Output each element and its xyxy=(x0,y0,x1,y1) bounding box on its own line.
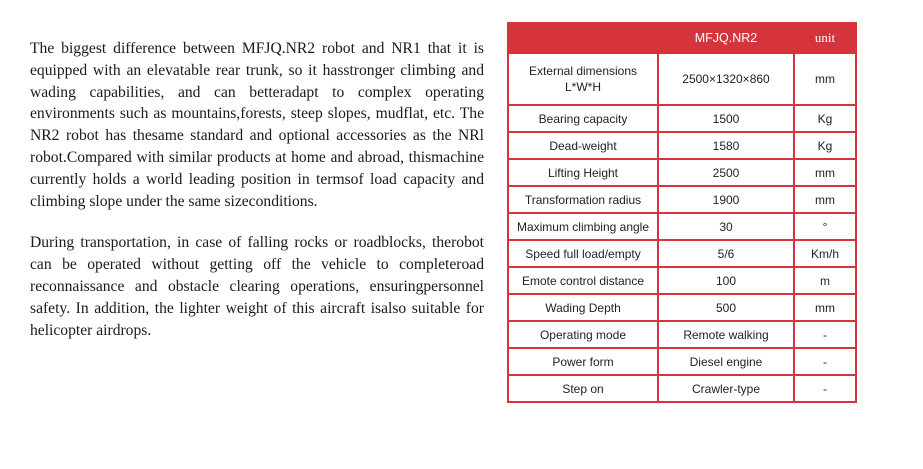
param-name: Transformation radius xyxy=(508,186,658,213)
header-unit: unit xyxy=(794,23,856,53)
param-unit: ° xyxy=(794,213,856,240)
header-model: MFJQ.NR2 xyxy=(658,23,794,53)
table-row xyxy=(508,213,856,240)
param-value: 1500 xyxy=(658,105,794,132)
param-unit: mm xyxy=(794,53,856,105)
table-row xyxy=(508,53,856,105)
param-value: Remote walking xyxy=(658,321,794,348)
param-value: 2500×1320×860 xyxy=(658,53,794,105)
param-name: Lifting Height xyxy=(508,159,658,186)
param-name: Wading Depth xyxy=(508,294,658,321)
table-row xyxy=(508,348,856,375)
param-unit: mm xyxy=(794,186,856,213)
description-text xyxy=(30,38,484,361)
param-value: Crawler-type xyxy=(658,375,794,402)
param-name: Operating mode xyxy=(508,321,658,348)
spec-table xyxy=(507,22,857,403)
table-row xyxy=(508,375,856,402)
paragraph-1: The biggest difference between MFJQ.NR2 robot and NR1 that it is equipped with an elevatable rear trunk, so it hasstronger climbing and wading capabilities, and can betteradapt to complex operating environments such as mountains,forests, steep slopes, mudflat, etc. The NR2 robot has thesame standard and optional accessories as the NRl robot.Compared with similar products at home and abroad, thismachine currently holds a world leading position in termsof load capacity and climbing slope under the same sizeconditions. xyxy=(30,40,484,210)
header-blank xyxy=(508,23,658,53)
param-name: Speed full load/empty xyxy=(508,240,658,267)
table-row xyxy=(508,321,856,348)
param-name: Dead-weight xyxy=(508,132,658,159)
param-value: 2500 xyxy=(658,159,794,186)
table-row xyxy=(508,267,856,294)
param-name: Power form xyxy=(508,348,658,375)
param-value: 30 xyxy=(658,213,794,240)
param-name: Step on xyxy=(508,375,658,402)
param-name: Emote control distance xyxy=(508,267,658,294)
table-row xyxy=(508,294,856,321)
table-row xyxy=(508,132,856,159)
param-unit: m xyxy=(794,267,856,294)
param-name: Maximum climbing angle xyxy=(508,213,658,240)
param-value: 1900 xyxy=(658,186,794,213)
param-unit: Kg xyxy=(794,132,856,159)
param-value: 5/6 xyxy=(658,240,794,267)
param-unit: mm xyxy=(794,294,856,321)
table-row xyxy=(508,240,856,267)
paragraph-2: During transportation, in case of falling rocks or roadblocks, therobot can be operated without getting off the vehicle to completeroad reconnaissance and obstacle clearing operations, ensuringpersonnel safety. In addition, the lighter weight of this aircraft isalso suitable for helicopter airdrops. xyxy=(30,234,484,339)
param-value: 1580 xyxy=(658,132,794,159)
table-row xyxy=(508,186,856,213)
param-unit: - xyxy=(794,348,856,375)
param-value: Diesel engine xyxy=(658,348,794,375)
param-unit: - xyxy=(794,321,856,348)
param-name: External dimensions L*W*H xyxy=(508,53,658,105)
table-row xyxy=(508,159,856,186)
table-header-row xyxy=(508,23,856,53)
param-unit: Kg xyxy=(794,105,856,132)
param-unit: Km/h xyxy=(794,240,856,267)
param-unit: mm xyxy=(794,159,856,186)
param-unit: - xyxy=(794,375,856,402)
table-row xyxy=(508,105,856,132)
param-value: 100 xyxy=(658,267,794,294)
param-value: 500 xyxy=(658,294,794,321)
param-name: Bearing capacity xyxy=(508,105,658,132)
